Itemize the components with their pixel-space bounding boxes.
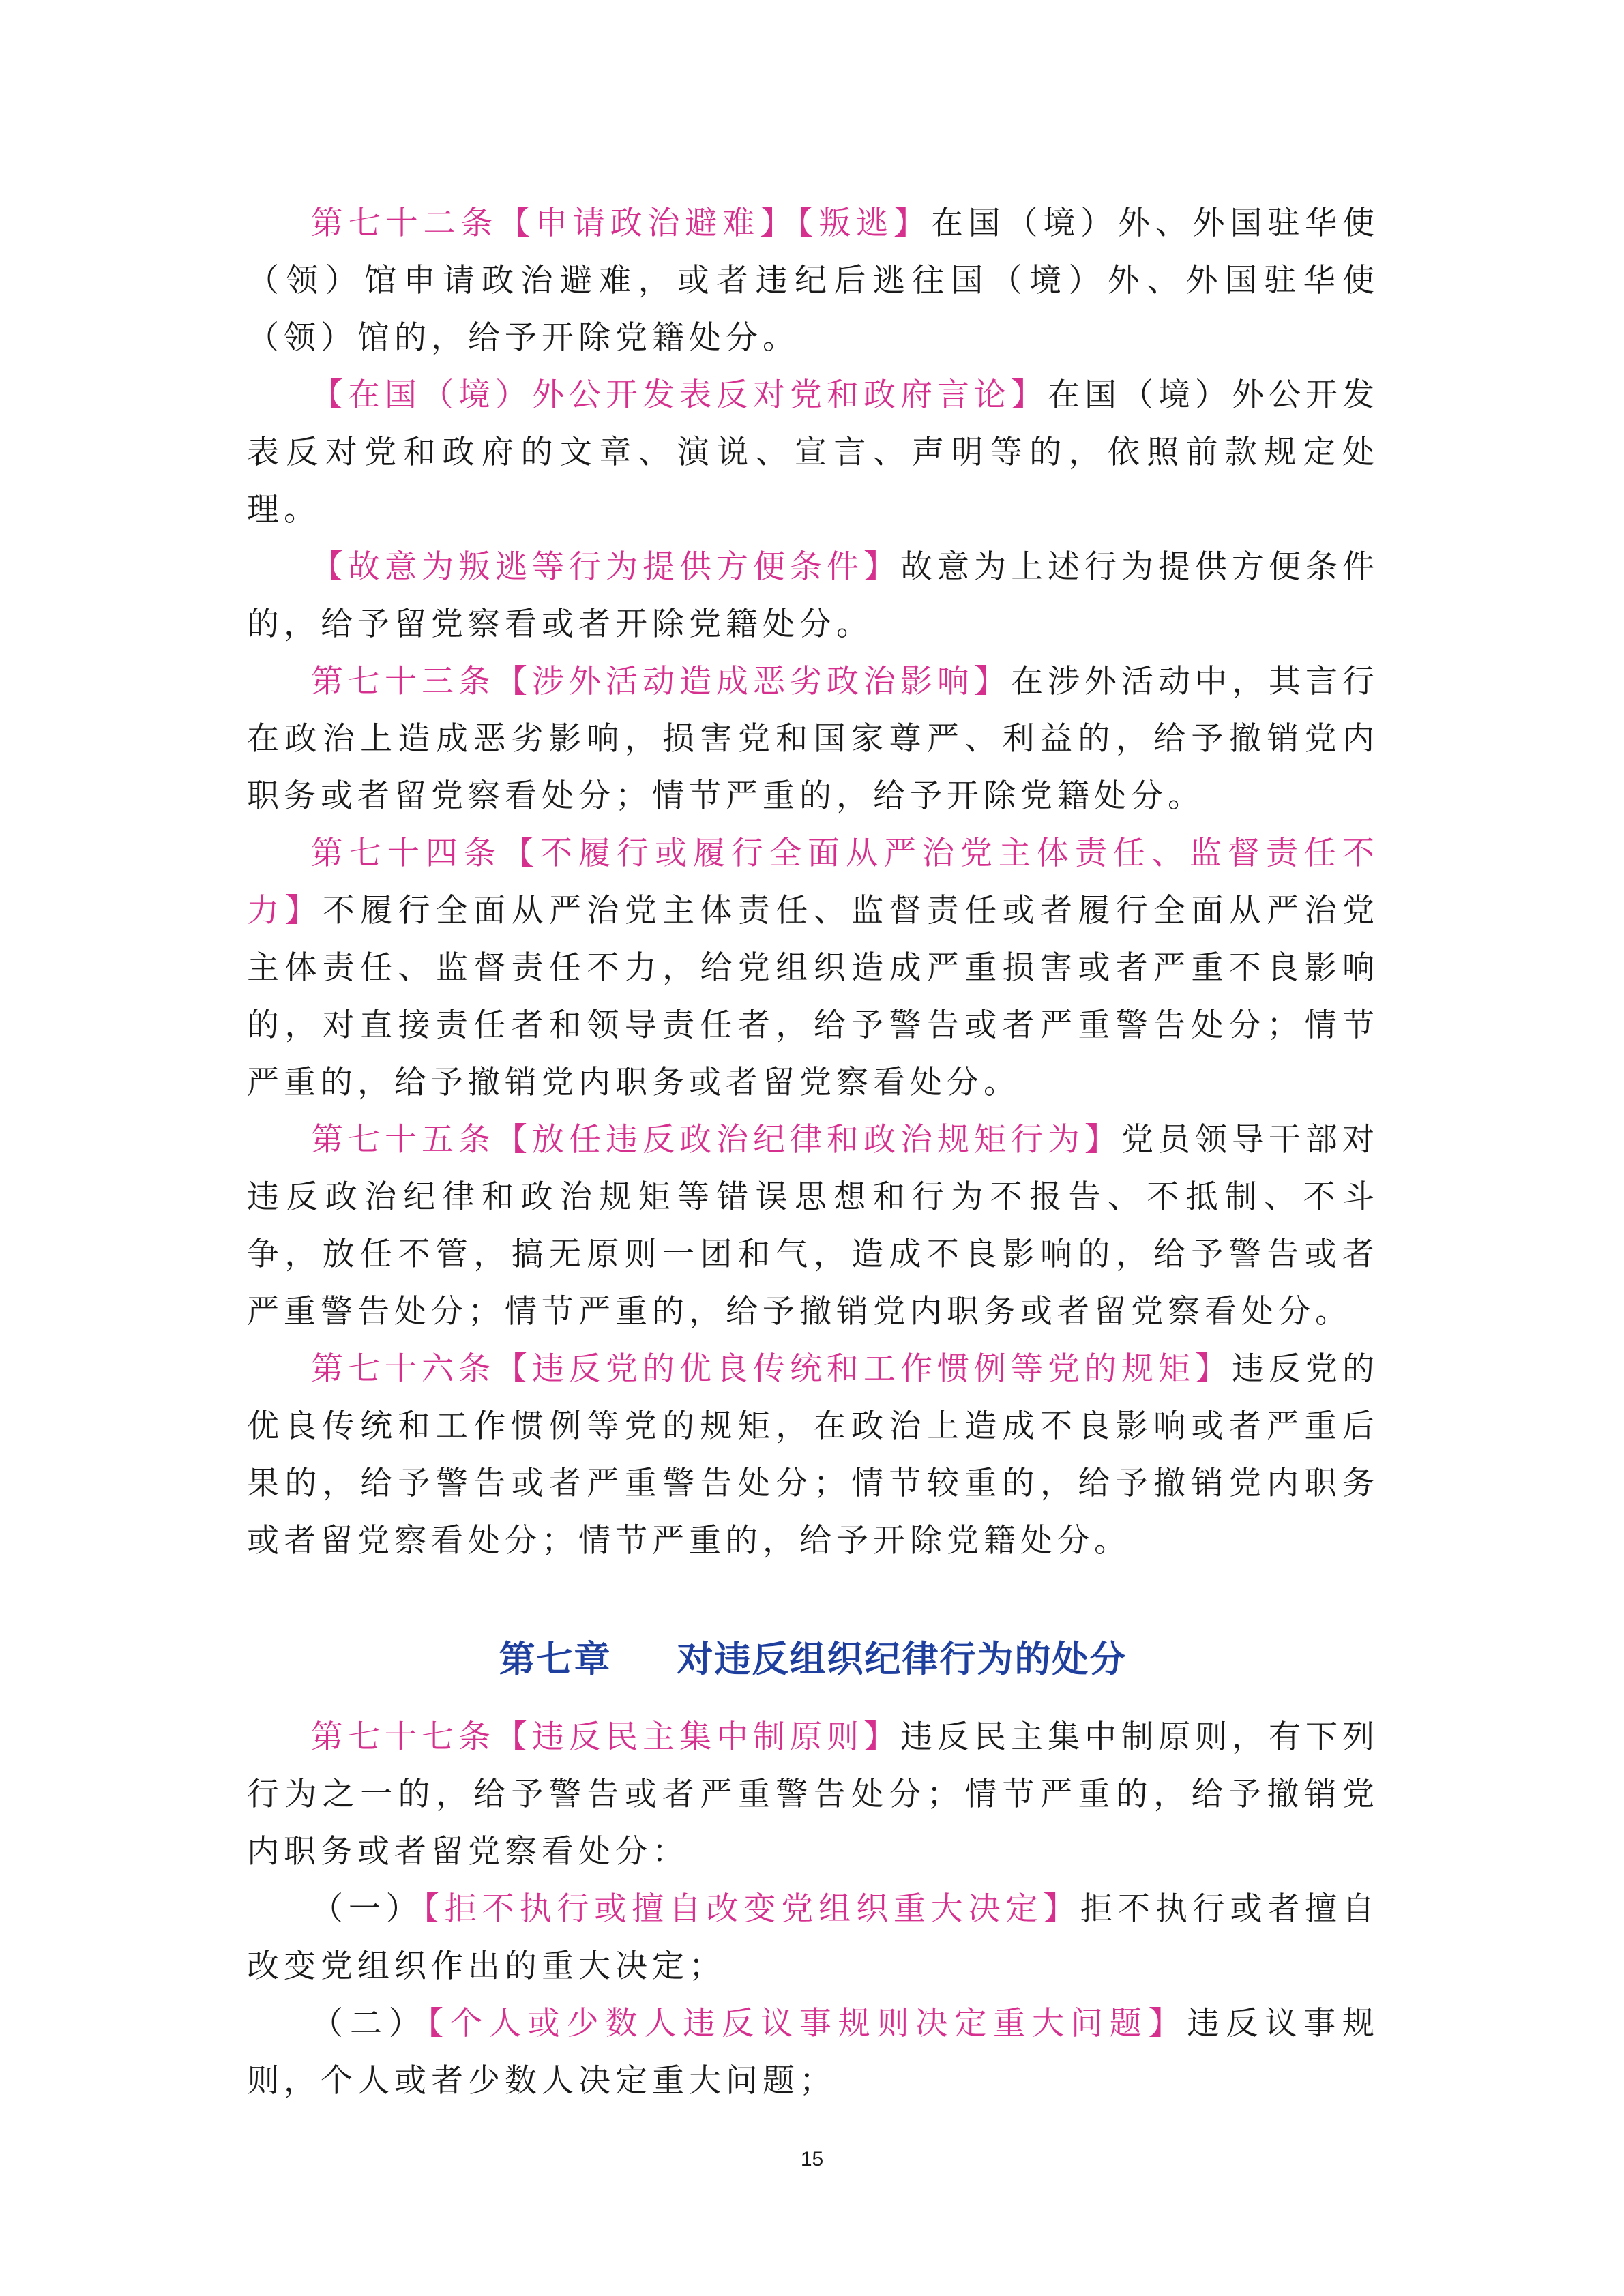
article-paragraph xyxy=(247,1341,1379,1570)
article-paragraph xyxy=(247,825,1379,1112)
article-heading-text: 【故意为叛逃等行为提供方便条件】 xyxy=(311,548,900,586)
article-text: 违反民主集中制原则，有下列行为之一的，给予警告或者严重警告处分；情节严重的，给予撤销党内职务或者留党察看处分： xyxy=(247,1718,1379,1870)
article-heading-text: 第七十四条【不履行或履行全面从严治党主体责任、监督责任不力】 xyxy=(247,835,1379,929)
article-text: 在涉外活动中，其言行在政治上造成恶劣影响，损害党和国家尊严、利益的，给予撤销党内职务或者留党察看处分；情节严重的，给予开除党籍处分。 xyxy=(247,663,1379,815)
articles-before-chapter xyxy=(247,195,1379,1570)
article-paragraph xyxy=(247,1995,1379,2110)
article-paragraph xyxy=(247,195,1379,367)
article-body xyxy=(247,195,1379,2110)
article-paragraph xyxy=(247,367,1379,539)
article-paragraph xyxy=(247,1112,1379,1341)
chapter-number: 第七章 xyxy=(499,1639,612,1680)
article-heading-text: 第七十二条【申请政治避难】【叛逃】 xyxy=(311,205,931,242)
article-text: 在国（境）外、外国驻华使（领）馆申请政治避难，或者违纪后逃往国（境）外、外国驻华使（领）馆的，给予开除党籍处分。 xyxy=(247,205,1380,357)
articles-after-chapter xyxy=(247,1709,1379,2110)
chapter-title: 对违反组织纪律行为的处分 xyxy=(677,1639,1127,1680)
article-heading-text: 第七十三条【涉外活动造成恶劣政治影响】 xyxy=(311,663,1011,700)
article-heading-text: 第七十五条【放任违反政治纪律和政治规矩行为】 xyxy=(311,1121,1121,1159)
article-text: 拒不执行或者擅自改变党组织作出的重大决定； xyxy=(247,1890,1380,1985)
article-paragraph xyxy=(247,1881,1379,1995)
article-text: 党员领导干部对违反政治纪律和政治规矩等错误思想和行为不报告、不抵制、不斗争，放任不管，搞无原则一团和气，造成不良影响的，给予警告或者严重警告处分；情节严重的，给予撤销党内职务或者留党察看处分。 xyxy=(247,1121,1379,1330)
article-text: 违反党的优良传统和工作惯例等党的规矩，在政治上造成不良影响或者严重后果的，给予警告或者严重警告处分；情节较重的，给予撤销党内职务或者留党察看处分；情节严重的，给予开除党籍处分。 xyxy=(247,1350,1379,1560)
page-number: 15 xyxy=(800,2148,824,2171)
article-text: 违反议事规则，个人或者少数人决定重大问题； xyxy=(247,2005,1380,2100)
article-paragraph xyxy=(247,653,1379,825)
article-heading-text: 【拒不执行或擅自改变党组织重大决定】 xyxy=(423,1890,1081,1928)
article-text: （一） xyxy=(311,1890,424,1928)
article-text: 不履行全面从严治党主体责任、监督责任或者履行全面从严治党主体责任、监督责任不力，给党组织造成严重损害或者严重不良影响的，对直接责任者和领导责任者，给予警告或者严重警告处分；情节严重的，给予撤销党内职务或者留党察看处分。 xyxy=(247,892,1380,1101)
article-paragraph xyxy=(247,539,1379,653)
article-text: 故意为上述行为提供方便条件的，给予留党察看或者开除党籍处分。 xyxy=(247,548,1379,643)
article-heading-text: 第七十六条【违反党的优良传统和工作惯例等党的规矩】 xyxy=(311,1350,1232,1388)
article-heading-text: 【个人或少数人违反议事规则决定重大问题】 xyxy=(427,2005,1187,2042)
article-text: 在国（境）外公开发表反对党和政府的文章、演说、宣言、声明等的，依照前款规定处理。 xyxy=(247,376,1379,528)
article-heading-text: 第七十七条【违反民主集中制原则】 xyxy=(311,1718,900,1756)
article-heading-text: 【在国（境）外公开发表反对党和政府言论】 xyxy=(311,376,1048,414)
article-text: （二） xyxy=(311,2005,428,2042)
article-paragraph xyxy=(247,1709,1379,1881)
chapter-heading xyxy=(247,1631,1379,1688)
